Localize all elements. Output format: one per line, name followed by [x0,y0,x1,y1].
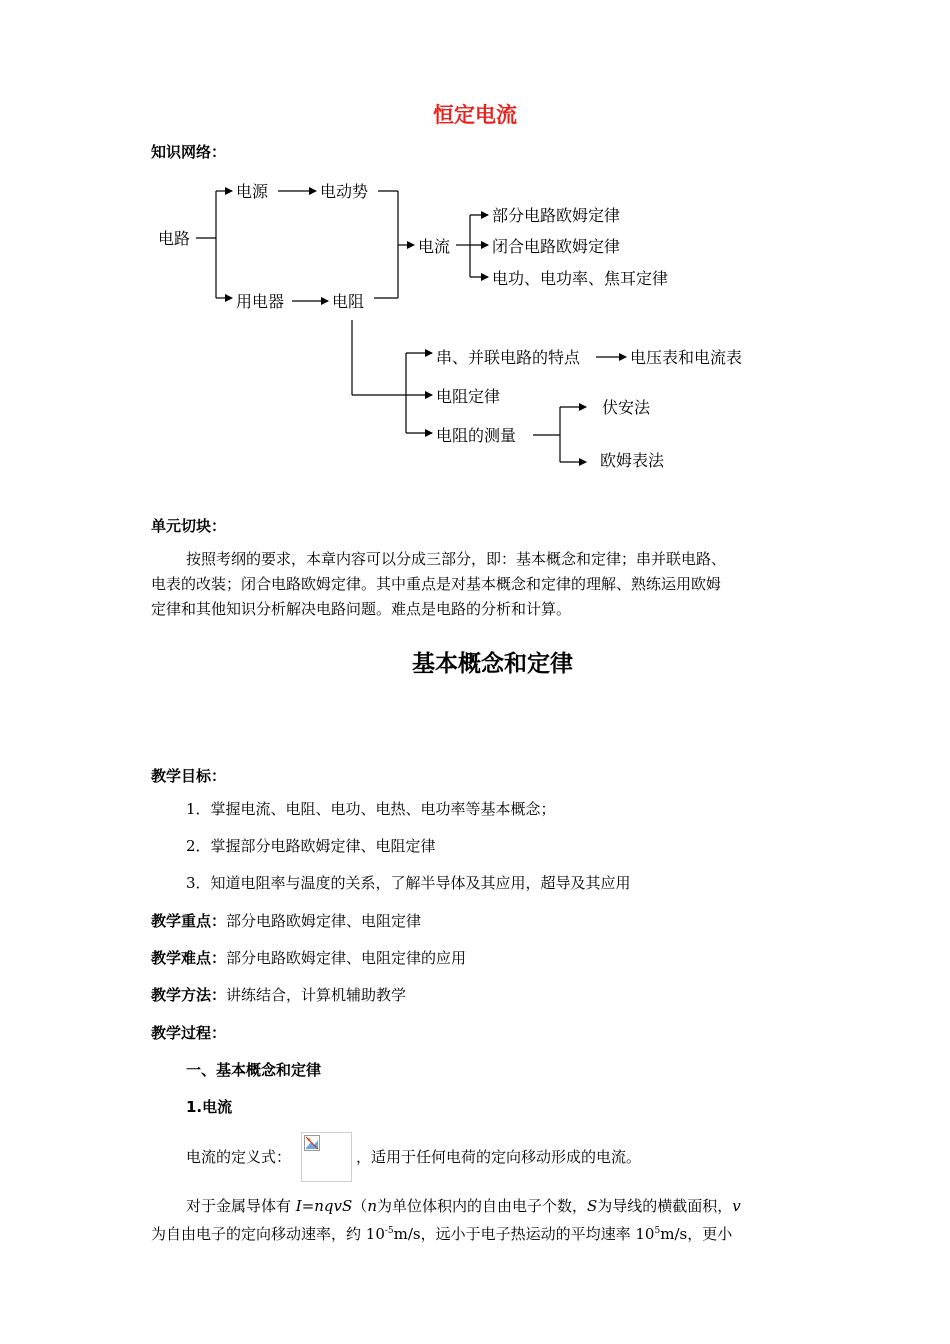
metal-line-1 [186,1194,741,1218]
teaching-key-text: 部分电路欧姆定律、电阻定律 [226,912,422,930]
teaching-key-row [151,909,421,933]
unit-paragraph-line-1: 按照考纲的要求，本章内容可以分成三部分，即：基本概念和定律；串并联电路、 [186,550,727,568]
node-partial-ohm: 部分电路欧姆定律 [492,206,621,225]
metal-exponent-2: 5 [654,1226,661,1236]
definition-suffix: ，适用于任何电荷的定向移动形成的电流。 [356,1148,642,1166]
metal-formula: I=nqvS [295,1197,353,1215]
unit-section-label: 单元切块： [151,517,227,535]
section-title: 基本概念和定律 [412,651,573,677]
node-series-parallel: 串、并联电路的特点 [436,348,581,367]
metal-symbol-n: n [367,1197,377,1215]
node-ohmmeter: 欧姆表法 [600,451,665,470]
teaching-method-text: 讲练结合，计算机辅助教学 [226,986,407,1004]
metal-text-b: （ [352,1197,368,1215]
teaching-difficulty-row [151,946,466,970]
teaching-method-label: 教学方法： [151,986,227,1004]
node-closed-ohm: 闭合电路欧姆定律 [492,237,621,256]
knowledge-network-label: 知识网络： [151,143,227,161]
node-resistance-measure: 电阻的测量 [436,426,517,445]
teaching-difficulty-label: 教学难点： [151,949,227,967]
unit-paragraph-line-3: 定律和其他知识分析解决电路问题。难点是电路的分析和计算。 [151,600,572,618]
node-current: 电流 [418,237,451,256]
metal-symbol-s: S [587,1197,598,1215]
metal-text-g: m/s，更小 [660,1225,733,1243]
metal-line-2 [151,1219,732,1246]
metal-text-e: 为自由电子的定向移动速率，约 10 [151,1225,385,1243]
node-meters: 电压表和电流表 [630,348,743,367]
teaching-goal-1: 1．掌握电流、电阻、电功、电热、电功率等基本概念； [186,800,556,818]
node-circuit: 电路 [158,229,191,248]
formula-image-placeholder [301,1132,352,1182]
unit-paragraph-line-2: 电表的改装；闭合电路欧姆定律。其中重点是对基本概念和定律的理解、熟练运用欧姆 [151,575,722,593]
page-title: 恒定电流 [433,103,517,127]
node-power-joule: 电功、电功率、焦耳定律 [492,269,669,288]
knowledge-network-diagram [0,0,950,500]
current-subheading: 1.电流 [186,1098,233,1116]
definition-prefix: 电流的定义式： [186,1148,292,1166]
teaching-key-label: 教学重点： [151,912,227,930]
metal-symbol-v: v [732,1197,741,1215]
node-appliance: 用电器 [236,292,285,311]
metal-text-c: 为单位体积内的自由电子个数， [376,1197,587,1215]
node-voltammetry: 伏安法 [602,398,651,417]
teaching-process-label: 教学过程： [151,1024,227,1042]
node-resistance: 电阻 [332,292,365,311]
metal-text-d: 为导线的横截面积， [597,1197,733,1215]
node-resistance-law: 电阻定律 [436,387,501,406]
metal-exponent-1: -5 [384,1226,394,1236]
broken-image-icon [304,1135,320,1151]
teaching-goal-3: 3．知道电阻率与温度的关系，了解半导体及其应用，超导及其应用 [186,874,631,892]
node-power-source: 电源 [236,182,269,201]
teaching-difficulty-text: 部分电路欧姆定律、电阻定律的应用 [226,949,467,967]
teaching-method-row [151,983,406,1007]
teaching-goal-2: 2．掌握部分电路欧姆定律、电阻定律 [186,837,436,855]
part-one-heading: 一、基本概念和定律 [186,1061,322,1079]
node-emf: 电动势 [320,182,369,201]
teaching-goals-label: 教学目标： [151,767,227,785]
metal-text-f: m/s，远小于电子热运动的平均速率 10 [393,1225,655,1243]
metal-text-a: 对于金属导体有 [186,1197,296,1215]
